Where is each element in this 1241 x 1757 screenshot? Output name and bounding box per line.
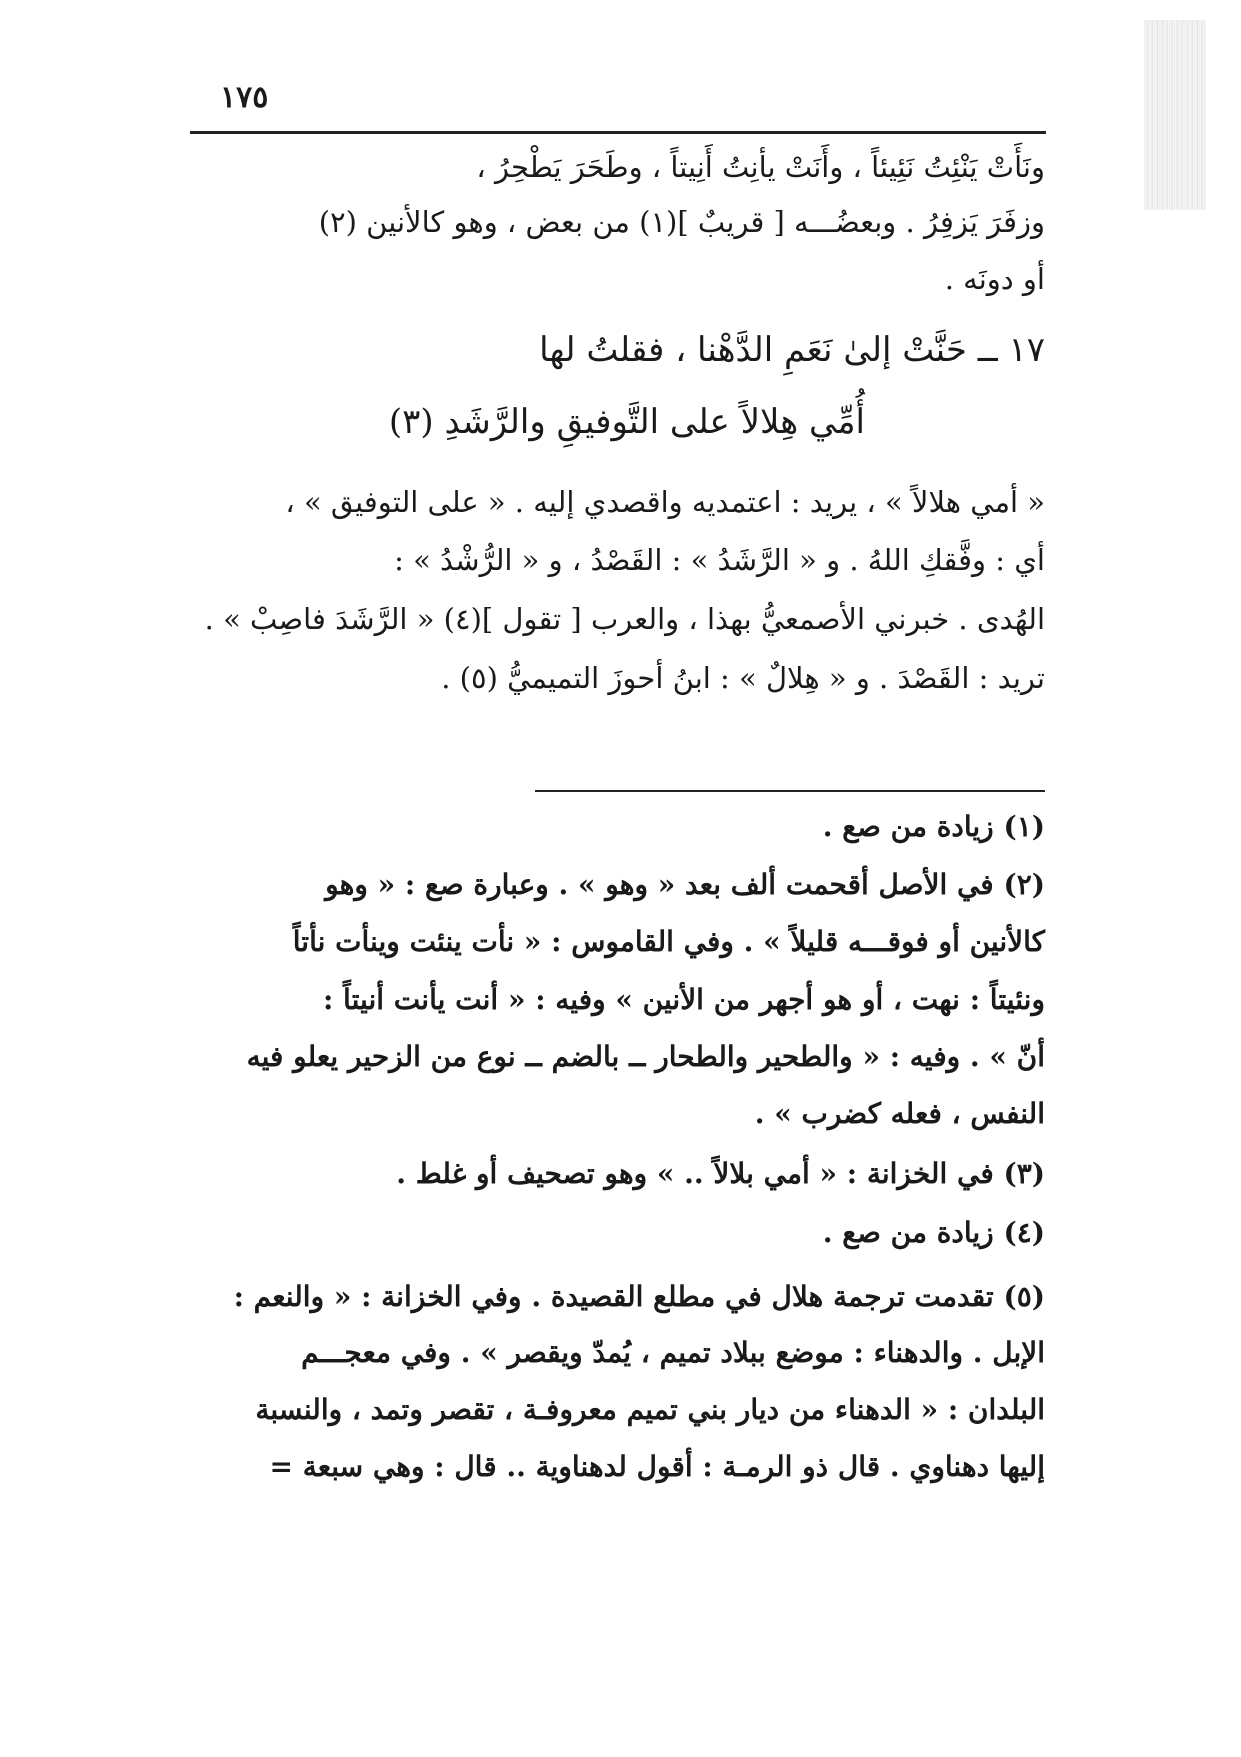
footnote-2-line: ونئيتاً : نهت ، أو هو أجهر من الأنين » وفيه : « أنت يأنت أنيتاً : <box>322 983 1045 1016</box>
header-rule <box>190 131 1046 134</box>
page-number: ١٧٥ <box>220 80 269 115</box>
footnote-2-line: (٢) في الأصل أقحمت ألف بعد « وهو » . وعبارة صع : « وهو <box>325 868 1045 901</box>
footnote-1: (١) زيادة من صع . <box>822 810 1045 843</box>
commentary-line: أي : وفَّقكِ اللهُ . و « الرَّشَدُ » : القَصْدُ ، و « الرُّشْدُ » : <box>394 543 1045 577</box>
footnote-2-line: النفس ، فعله كضرب » . <box>754 1097 1045 1130</box>
verse-first-hemistich: ١٧ ــ حَنَّتْ إلىٰ نَعَمِ الدَّهْنا ، فقلتُ لها <box>539 330 1045 370</box>
body-line: وزفَرَ يَزفِرُ . وبعضُـــه [ قريبٌ ](١) من بعض ، وهو كالأنين (٢) <box>318 205 1045 239</box>
commentary-line: تريد : القَصْدَ . و « هِلالٌ » : ابنُ أحوزَ التميميُّ (٥) . <box>441 661 1045 695</box>
footnote-5-line: إليها دهناوي . قال ذو الرمـة : أقول لدهناوية .. قال : وهي سبعة = <box>269 1450 1045 1483</box>
body-line: أو دونَه . <box>944 262 1045 296</box>
footnote-separator <box>535 790 1045 792</box>
footnote-4: (٤) زيادة من صع . <box>822 1216 1045 1249</box>
footnote-5-line: (٥) تقدمت ترجمة هلال في مطلع القصيدة . وفي الخزانة : « والنعم : <box>233 1280 1045 1313</box>
footnote-5-line: البلدان : « الدهناء من ديار بني تميم معروفـة ، تقصر وتمد ، والنسبة <box>255 1393 1045 1426</box>
footnote-2-line: كالأنين أو فوقـــه قليلاً » . وفي القاموس : « نأت ينئت وينأت نأتاً <box>292 925 1045 958</box>
footnote-5-line: الإبل . والدهناء : موضع ببلاد تميم ، يُمدّ ويقصر » . وفي معجـــم <box>301 1336 1045 1369</box>
verse-second-hemistich: أُمِّي هِلالاً على التَّوفيقِ والرَّشَدِ (٣) <box>388 402 865 442</box>
commentary-paragraph <box>195 485 1045 725</box>
footnote-3: (٣) في الخزانة : « أمي بلالاً .. » وهو تصحيف أو غلط . <box>396 1157 1045 1190</box>
body-line: ونَأَتْ يَنْئِتُ نَئِيئاً ، وأَنَتْ يأنِتُ أَنِيتاً ، وطَحَرَ يَطْحِرُ ، <box>476 150 1045 184</box>
commentary-line: الهُدى . خبرني الأصمعيُّ بهذا ، والعرب [ تقول ](٤) « الرَّشَدَ فاصِبْ » . <box>204 602 1045 636</box>
verse-block <box>195 330 1045 460</box>
body-paragraph <box>195 150 1045 310</box>
footnote-2-line: أنّ » . وفيه : « والطحير والطحار ــ بالضم ــ نوع من الزحير يعلو فيه <box>246 1040 1045 1073</box>
scan-edge-shadow <box>1144 20 1206 210</box>
commentary-line: « أمي هلالاً » ، يريد : اعتمديه واقصدي إليه . « على التوفيق » ، <box>285 485 1045 519</box>
